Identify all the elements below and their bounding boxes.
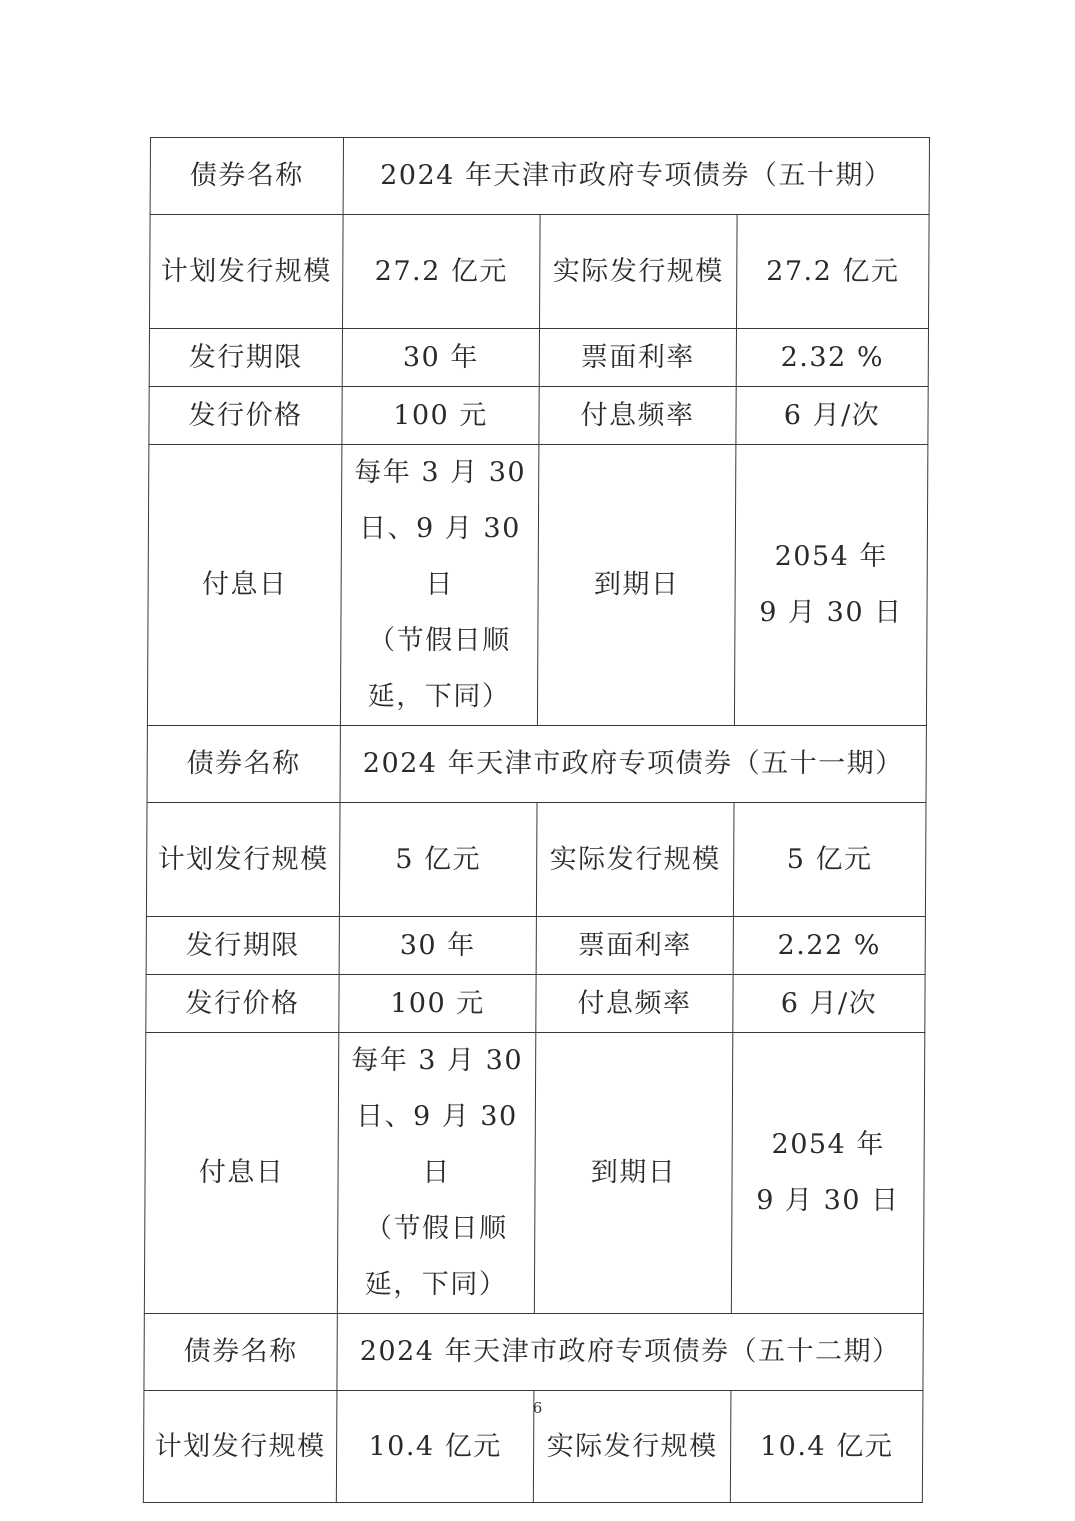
price-label: 发行价格 [146,975,339,1033]
price-value: 100 元 [339,975,536,1033]
price-label: 发行价格 [149,387,342,445]
price-row [146,975,925,1033]
bond-name-label: 债券名称 [144,1314,337,1391]
payment-day-value [340,445,538,726]
page-number: 6 [532,1399,543,1417]
planned-size-label: 计划发行规模 [143,1391,337,1503]
payment-row [144,1033,924,1314]
payment-day-line: 每年 3 月 30 [354,457,527,488]
bond-name-row [144,1314,923,1391]
price-row [149,387,928,445]
planned-size-value: 27.2 亿元 [342,215,540,329]
maturity-line: 2054 年 [771,1129,885,1160]
term-value: 30 年 [342,329,539,387]
payment-day-line: 延，下同） [364,1269,508,1300]
maturity-label: 到期日 [534,1033,732,1314]
payment-day-line: 每年 3 月 30 [351,1045,524,1076]
frequency-label: 付息频率 [539,387,736,445]
maturity-value [734,445,927,726]
frequency-value: 6 月/次 [736,387,928,445]
actual-size-value: 10.4 亿元 [730,1391,923,1503]
planned-size-value: 5 亿元 [339,803,537,917]
maturity-line: 9 月 30 日 [759,597,903,628]
issue-size-row [146,803,926,917]
price-value: 100 元 [342,387,539,445]
actual-size-label: 实际发行规模 [536,803,734,917]
payment-day-line: （节假日顺 [364,1213,508,1244]
payment-day-line: 日、9 月 30 日 [355,1101,518,1188]
bond-issuance-table [143,137,930,1503]
payment-day-line: （节假日顺 [368,625,511,656]
maturity-line: 2054 年 [774,541,889,572]
maturity-value [731,1033,924,1314]
payment-day-line: 延，下同） [367,681,511,712]
bond-name-label: 债券名称 [147,726,340,803]
bond-name-value: 2024 年天津市政府专项债券（五十期） [343,138,929,215]
maturity-label: 到期日 [537,445,735,726]
planned-size-label: 计划发行规模 [146,803,340,917]
bond-name-row [150,138,929,215]
bond-name-value: 2024 年天津市政府专项债券（五十二期） [337,1314,923,1391]
planned-size-label: 计划发行规模 [149,215,343,329]
coupon-label: 票面利率 [539,329,736,387]
coupon-label: 票面利率 [536,917,733,975]
term-row [146,917,925,975]
actual-size-label: 实际发行规模 [533,1391,731,1503]
actual-size-value: 27.2 亿元 [736,215,929,329]
actual-size-label: 实际发行规模 [539,215,737,329]
term-label: 发行期限 [146,917,339,975]
term-label: 发行期限 [149,329,342,387]
bond-name-row [147,726,926,803]
coupon-value: 2.32 % [736,329,928,387]
maturity-line: 9 月 30 日 [756,1185,900,1216]
issue-size-row [149,215,929,329]
frequency-value: 6 月/次 [733,975,925,1033]
coupon-value: 2.22 % [733,917,925,975]
actual-size-value: 5 亿元 [733,803,926,917]
payment-day-label: 付息日 [147,445,341,726]
planned-size-value: 10.4 亿元 [336,1391,534,1503]
payment-day-label: 付息日 [144,1033,338,1314]
payment-day-value [337,1033,535,1314]
bond-name-value: 2024 年天津市政府专项债券（五十一期） [340,726,926,803]
bond-name-label: 债券名称 [150,138,343,215]
payment-day-line: 日、9 月 30 日 [359,513,521,600]
term-value: 30 年 [339,917,536,975]
term-row [149,329,928,387]
frequency-label: 付息频率 [536,975,733,1033]
payment-row [147,445,927,726]
